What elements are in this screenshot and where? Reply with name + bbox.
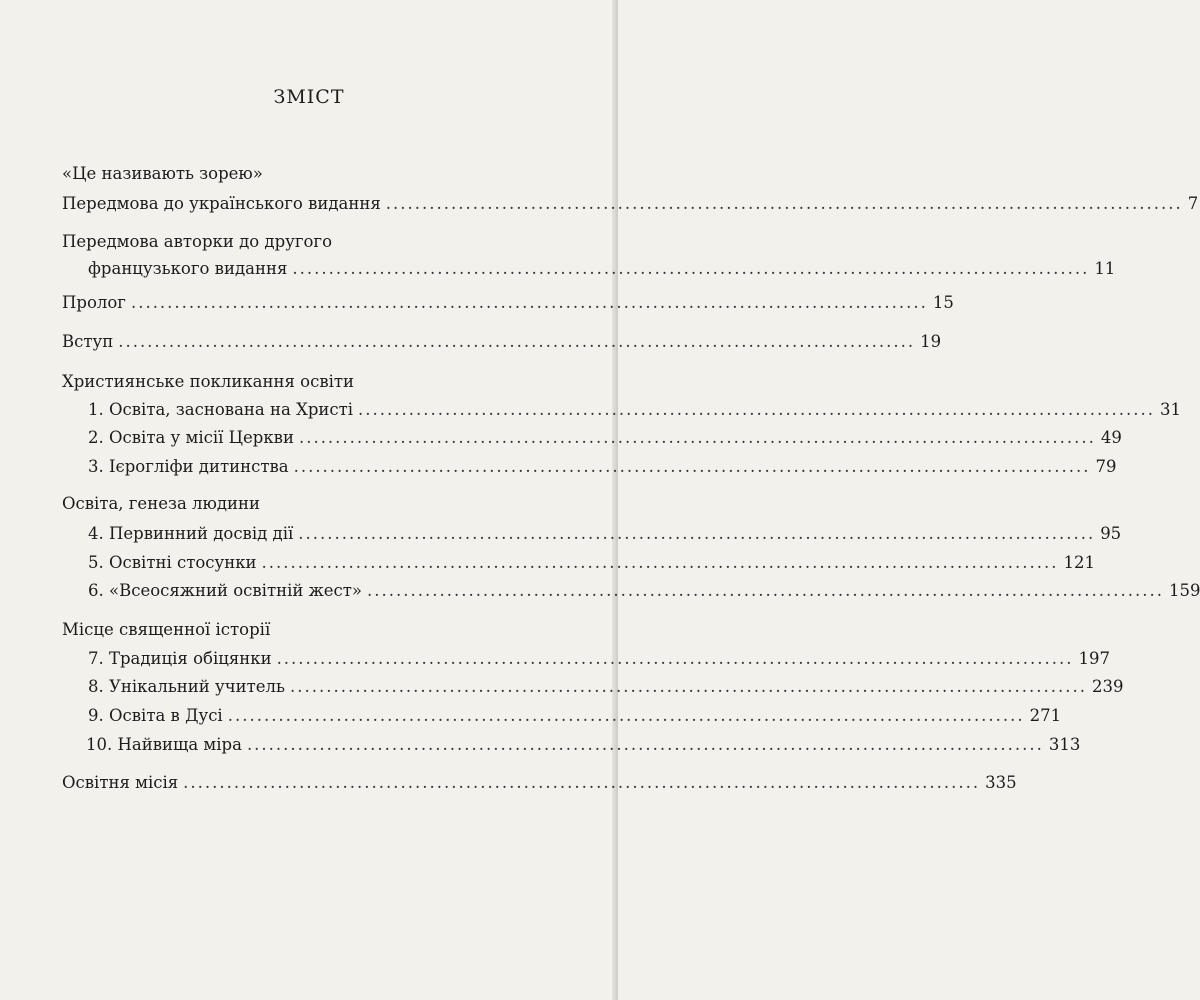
toc-entry-title: 10. Найвища міра (86, 735, 242, 754)
toc-entry[interactable] (88, 675, 1124, 699)
toc-entry[interactable] (62, 291, 954, 315)
toc-page-number: 313 (1048, 735, 1081, 754)
toc-entry-title: 2. Освіта у місії Церкви (88, 428, 294, 447)
toc-dots: .............................................................................................................. (290, 677, 1087, 696)
toc-entry-title: 9. Освіта в Дусі (88, 706, 223, 725)
toc-page-number: 49 (1100, 428, 1122, 447)
toc-entry-title: французького видання (88, 259, 288, 278)
toc-page-number: 271 (1029, 706, 1062, 725)
toc-entry[interactable] (88, 704, 1062, 728)
toc-page-number: 11 (1094, 259, 1116, 278)
toc-dots: .............................................................................................................. (293, 457, 1091, 476)
toc-page-number: 121 (1063, 553, 1095, 572)
toc-page-number: 335 (985, 773, 1017, 792)
toc-entry[interactable] (88, 579, 1200, 603)
toc-entry-title: 6. «Всеосяжний освітній жест» (88, 581, 363, 600)
toc-dots: .............................................................................................................. (118, 332, 916, 351)
toc-entry[interactable] (88, 647, 1110, 671)
toc-dots: .............................................................................................................. (183, 773, 981, 792)
toc-dots: .............................................................................................................. (358, 400, 1155, 419)
toc-entry-title-line: Передмова авторки до другого (62, 232, 333, 251)
toc-page-number: 19 (920, 332, 942, 351)
toc-entry[interactable] (62, 771, 1017, 795)
toc-entry-title: 4. Первинний досвід дії (88, 524, 294, 543)
toc-entry-title: Пролог (62, 293, 126, 312)
toc-part-title: Християнське покликання освіти (62, 372, 355, 391)
toc-entry-title: 3. Ієрогліфи дитинства (88, 457, 289, 476)
toc-entry[interactable] (62, 192, 1199, 216)
toc-entry-title: 8. Унікальний учитель (88, 677, 286, 696)
toc-entry-title: 7. Традиція обіцянки (88, 649, 272, 668)
page-edge (612, 0, 618, 1000)
toc-page-number: 197 (1078, 649, 1110, 668)
toc-dots: .............................................................................................................. (276, 649, 1074, 668)
toc-page-number: 7 (1187, 194, 1199, 213)
toc-entry[interactable] (88, 551, 1095, 575)
toc-dots: .............................................................................................................. (227, 706, 1025, 725)
toc-entry-title: 5. Освітні стосунки (88, 553, 257, 572)
toc-entry[interactable] (88, 455, 1117, 479)
toc-dots: .............................................................................................................. (367, 581, 1164, 600)
toc-entry-title: Освітня місія (62, 773, 179, 792)
toc-page-number: 239 (1091, 677, 1124, 696)
toc-entry[interactable] (86, 733, 1081, 757)
toc-dots: .............................................................................................................. (292, 259, 1090, 278)
toc-page-number: 15 (932, 293, 954, 312)
toc-entry-title: Вступ (62, 332, 114, 351)
toc-entry-title: Передмова до українського видання (62, 194, 381, 213)
toc-page-number: 79 (1095, 457, 1117, 476)
toc-dots: .............................................................................................................. (261, 553, 1059, 572)
toc-entry[interactable] (88, 522, 1122, 546)
toc-dots: .............................................................................................................. (385, 194, 1183, 213)
toc-epigraph: «Це називають зорею» (62, 164, 263, 183)
toc-page-number: 95 (1100, 524, 1122, 543)
page-title: ЗМІСТ (273, 86, 345, 108)
toc-entry[interactable] (88, 426, 1122, 450)
toc-entry[interactable] (88, 257, 1116, 281)
toc-page-number: 31 (1159, 400, 1181, 419)
toc-entry[interactable] (62, 330, 942, 354)
toc-page-number: 159 (1168, 581, 1200, 600)
toc-entry[interactable] (88, 398, 1181, 422)
toc-dots: .............................................................................................................. (246, 735, 1044, 754)
toc-dots: .............................................................................................................. (298, 524, 1096, 543)
toc-part-title: Освіта, генеза людини (62, 494, 261, 513)
toc-entry-title: 1. Освіта, заснована на Христі (88, 400, 354, 419)
toc-part-title: Місце священної історії (62, 620, 271, 639)
toc-dots: .............................................................................................................. (298, 428, 1096, 447)
toc-dots: .............................................................................................................. (130, 293, 928, 312)
